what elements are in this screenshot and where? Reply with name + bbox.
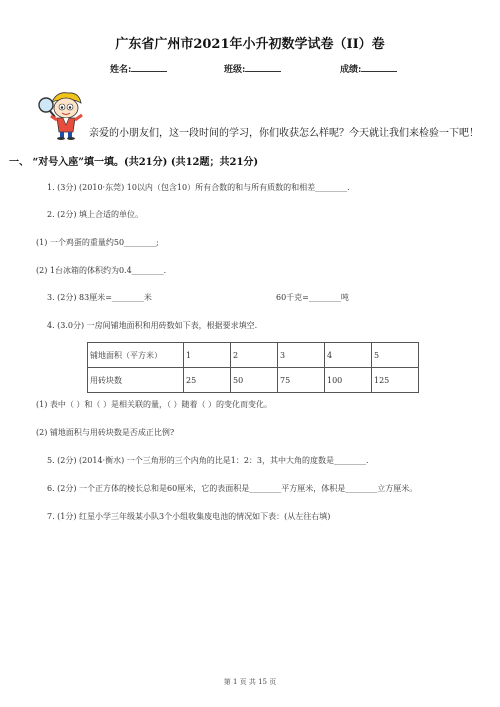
question-3-part-a: 3. (2分) 83厘米=________米 xyxy=(47,293,152,302)
question-4-2: (2) 铺地面积与用砖块数是否成正比例? xyxy=(36,428,175,437)
question-6: 6. (2分) 一个正方体的棱长总和是60厘米，它的表面积是________平方厘米，体积是________立方厘米。 xyxy=(47,484,418,493)
question-2-2: (2) 1台冰箱的体积约为0.4________. xyxy=(36,266,167,275)
table-cell: 2 xyxy=(231,343,278,368)
question-2-1: (1) 一个鸡蛋的重量约50________; xyxy=(36,238,159,247)
table-cell: 75 xyxy=(278,368,325,393)
name-label: 姓名: xyxy=(110,65,132,75)
table-cell: 100 xyxy=(325,368,372,393)
area-brick-table xyxy=(87,342,419,393)
question-1: 1. (3分) (2010·东莞) 10以内（包含10）所有合数的和与所有质数的和相差________. xyxy=(47,183,350,192)
question-3-part-b: 60千克=________吨 xyxy=(276,293,349,302)
table-cell: 125 xyxy=(372,368,419,393)
question-4: 4. (3.0分) 一房间铺地面积和用砖数如下表，根据要求填空. xyxy=(47,321,258,330)
section-one-heading: 一、 “对号入座”填一填。(共21分) (共12题；共21分) xyxy=(9,157,259,168)
table-row xyxy=(88,368,419,393)
score-field xyxy=(340,62,397,75)
question-7: 7. (1分) 红星小学三年级某小队3个小组收集废电池的情况如下表：(从左往右填) xyxy=(47,512,331,521)
table-cell: 4 xyxy=(325,343,372,368)
table-cell: 50 xyxy=(231,368,278,393)
class-blank[interactable] xyxy=(245,62,281,72)
greeting-text: 亲爱的小朋友们，这一段时间的学习，你们收获怎么样呢？今天就让我们来检验一下吧！ xyxy=(89,128,479,139)
name-field xyxy=(110,62,167,75)
table-cell: 铺地面积（平方米） xyxy=(88,343,184,368)
score-label: 成绩: xyxy=(340,65,362,75)
table-cell: 3 xyxy=(278,343,325,368)
question-5: 5. (2分) (2014·衡水) 一个三角形的三个内角的比是1：2：3，其中大角的度数是________. xyxy=(47,456,369,465)
table-cell: 1 xyxy=(184,343,231,368)
table-row xyxy=(88,343,419,368)
class-field xyxy=(224,62,281,75)
cartoon-boy-mascot-icon xyxy=(37,90,89,140)
table-cell: 5 xyxy=(372,343,419,368)
question-2: 2. (2分) 填上合适的单位。 xyxy=(47,210,144,219)
exam-title: 广东省广州市2021年小升初数学试卷（II）卷 xyxy=(115,37,385,52)
table-cell: 25 xyxy=(184,368,231,393)
question-4-1: (1) 表中（ ）和（ ）是相关联的量，（ ）随着（ ）的变化而变化。 xyxy=(36,400,273,409)
name-blank[interactable] xyxy=(131,62,167,72)
score-blank[interactable] xyxy=(361,62,397,72)
class-label: 班级: xyxy=(224,65,246,75)
page-footer: 第 1 页 共 15 页 xyxy=(223,678,277,686)
table-cell: 用砖块数 xyxy=(88,368,184,393)
